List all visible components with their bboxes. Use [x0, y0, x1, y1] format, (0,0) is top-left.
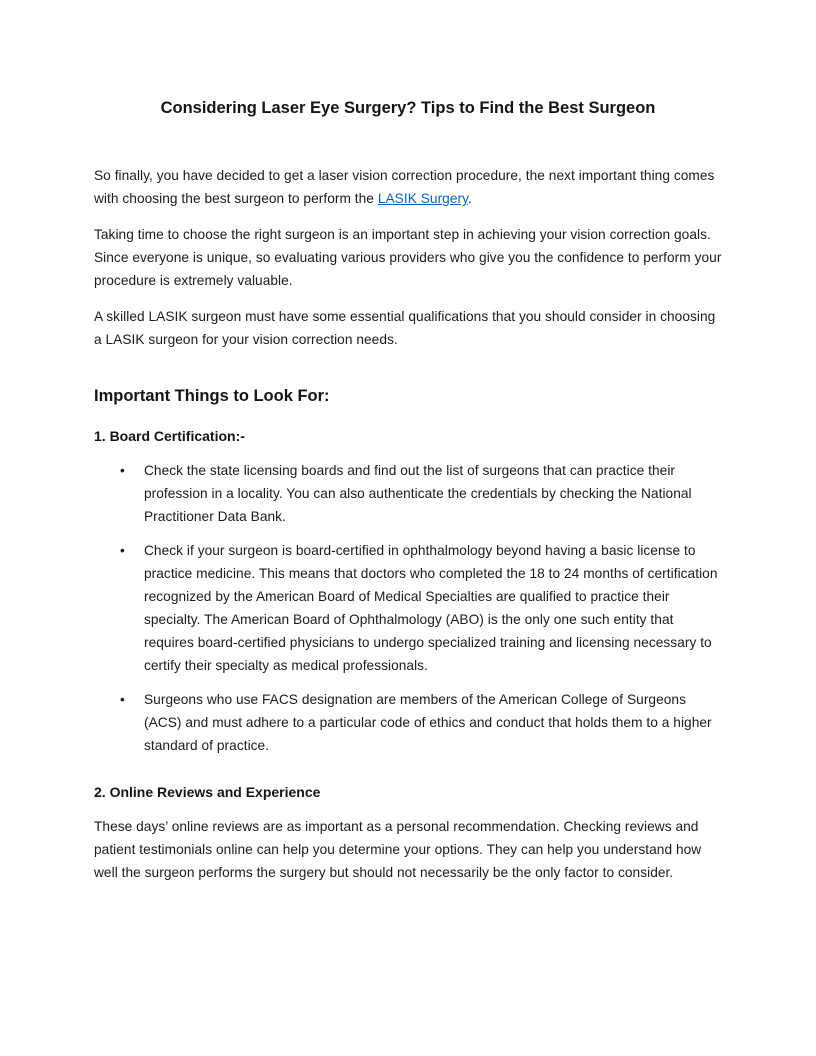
list-item: [120, 688, 722, 757]
intro-paragraph-2: Taking time to choose the right surgeon is an important step in achieving your vision correction goals. Since everyone is unique, so evaluating various providers who give you the confidence to perform your procedure is extremely valuable.: [94, 227, 722, 288]
section-2-paragraph: These days’ online reviews are as important as a personal recommendation. Checking reviews and patient testimonials online can help you determine your options. They can help you understand how well the surgeon performs the surgery but should not necessarily be the only factor to consider.: [94, 819, 702, 880]
bullet-icon: •: [120, 463, 125, 478]
lasik-surgery-link[interactable]: LASIK Surgery: [377, 191, 468, 206]
section-1-heading: 1. Board Certification:-: [94, 428, 245, 444]
section-2-heading: 2. Online Reviews and Experience: [94, 784, 321, 800]
board-certification-list: [120, 459, 722, 757]
page-title: Considering Laser Eye Surgery? Tips to Find the Best Surgeon: [160, 99, 656, 117]
intro-paragraph-1-text-after: .: [468, 191, 472, 206]
bullet-icon: •: [120, 692, 125, 707]
list-item: [120, 459, 722, 528]
bullet-icon: •: [120, 543, 125, 558]
main-heading: Important Things to Look For:: [94, 387, 330, 405]
bullet-text: Check if your surgeon is board-certified in ophthalmology beyond having a basic license to practice medicine. This means that doctors who completed the 18 to 24 months of certification recognized by the American Board of Medical Specialties are qualified to practice their specialty. The American Board of Ophthalmology (ABO) is the only one such entity that requires board-certified physicians to undergo specialized training and licensing necessary to certify their specialty as medical professionals.: [144, 543, 718, 673]
bullet-text: Surgeons who use FACS designation are members of the American College of Surgeons (ACS) and must adhere to a particular code of ethics and conduct that holds them to a higher standard of practice.: [144, 692, 712, 753]
intro-paragraph-1: [94, 164, 722, 210]
intro-paragraph-1-text-before: So finally, you have decided to get a laser vision correction procedure, the next important thing comes with choosing the best surgeon to perform the: [94, 168, 715, 206]
list-item: [120, 539, 722, 677]
bullet-text: Check the state licensing boards and find out the list of surgeons that can practice their profession in a locality. You can also authenticate the credentials by checking the National Practitioner Data Bank.: [144, 463, 692, 524]
intro-paragraph-3: A skilled LASIK surgeon must have some essential qualifications that you should consider in choosing a LASIK surgeon for your vision correction needs.: [94, 309, 716, 347]
